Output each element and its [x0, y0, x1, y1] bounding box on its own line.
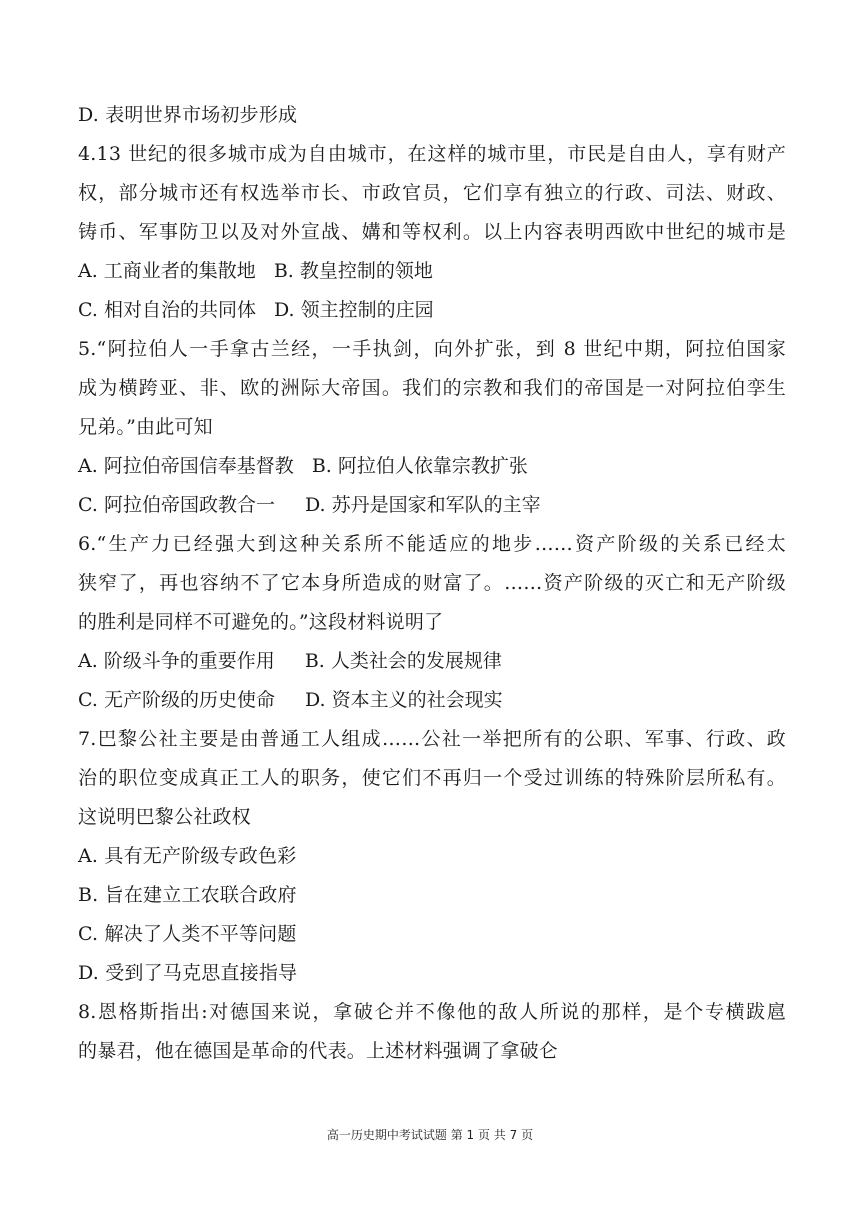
- question-5-option-c: C. 阿拉伯帝国政教合一: [78, 494, 275, 516]
- question-5-option-d: D. 苏丹是国家和军队的主宰: [304, 494, 541, 516]
- question-6-line-3: 的胜利是同样不可避免的。”这段材料说明了: [78, 611, 444, 633]
- question-6-options-ab: [78, 642, 786, 681]
- question-5-line-2: 成为横跨亚、非、欧的洲际大帝国。我们的宗教和我们的帝国是一对阿拉伯孪生: [78, 377, 786, 399]
- page-footer: 高一历史期中考试试题 第 1 页 共 7 页: [326, 1128, 534, 1142]
- question-6-option-c: C. 无产阶级的历史使命: [78, 689, 275, 711]
- question-7-option-a: A. 具有无产阶级专政色彩: [78, 845, 297, 867]
- question-4-options-ab: [78, 252, 786, 291]
- question-6-line-1: 6.“生产力已经强大到这种关系所不能适应的地步……资产阶级的关系已经太: [78, 533, 786, 555]
- question-4-option-d: D. 领主控制的庄园: [273, 299, 434, 321]
- question-8: [78, 993, 786, 1071]
- question-7-option-c: C. 解决了人类不平等问题: [78, 923, 297, 945]
- question-5-options-cd: [78, 486, 786, 525]
- question-7-line-2: 治的职位变成真正工人的职务，使它们不再归一个受过训练的特殊阶层所私有。: [78, 767, 786, 789]
- question-7-option-d: D. 受到了马克思直接指导: [78, 962, 298, 984]
- question-6-option-a: A. 阶级斗争的重要作用: [78, 650, 275, 672]
- question-4-line-2: 权，部分城市还有权选举市长、市政官员，它们享有独立的行政、司法、财政、: [78, 182, 786, 204]
- option-d-prev-question: D. 表明世界市场初步形成: [78, 104, 298, 126]
- question-7-line-1: 7.巴黎公社主要是由普通工人组成……公社一举把所有的公职、军事、行政、政: [78, 728, 786, 750]
- question-5-line-3: 兄弟。”由此可知: [78, 416, 213, 438]
- question-4-line-3: 铸币、军事防卫以及对外宣战、媾和等权利。以上内容表明西欧中世纪的城市是: [78, 221, 786, 243]
- question-8-line-2: 的暴君，他在德国是革命的代表。上述材料强调了拿破仑: [78, 1040, 559, 1062]
- question-4-option-a: A. 工商业者的集散地: [78, 260, 256, 282]
- exam-page: [78, 96, 786, 1071]
- question-4-option-b: B. 教皇控制的领地: [273, 260, 433, 282]
- question-5-option-b: B. 阿拉伯人依靠宗教扩张: [311, 455, 528, 477]
- question-5-line-1: 5.“阿拉伯人一手拿古兰经，一手执剑，向外扩张，到 8 世纪中期，阿拉伯国家: [78, 338, 786, 360]
- question-4-line-1: 4.13 世纪的很多城市成为自由城市，在这样的城市里，市民是自由人，享有财产: [78, 143, 786, 165]
- question-8-line-1: 8.恩格斯指出:对德国来说，拿破仑并不像他的敌人所说的那样，是个专横跋扈: [78, 1001, 786, 1023]
- question-5-option-a: A. 阿拉伯帝国信奉基督教: [78, 455, 294, 477]
- question-7-option-b: B. 旨在建立工农联合政府: [78, 884, 297, 906]
- question-5-options-ab: [78, 447, 786, 486]
- question-4-option-c: C. 相对自治的共同体: [78, 299, 256, 321]
- question-6-option-b: B. 人类社会的发展规律: [304, 650, 502, 672]
- question-6-line-2: 狭窄了，再也容纳不了它本身所造成的财富了。……资产阶级的灭亡和无产阶级: [78, 572, 786, 594]
- question-7-line-3: 这说明巴黎公社政权: [78, 806, 251, 828]
- question-4: [78, 135, 786, 252]
- question-4-options-cd: [78, 291, 786, 330]
- question-6: [78, 525, 786, 642]
- question-7: [78, 720, 786, 837]
- question-5: [78, 330, 786, 447]
- question-6-options-cd: [78, 681, 786, 720]
- question-6-option-d: D. 资本主义的社会现实: [304, 689, 503, 711]
